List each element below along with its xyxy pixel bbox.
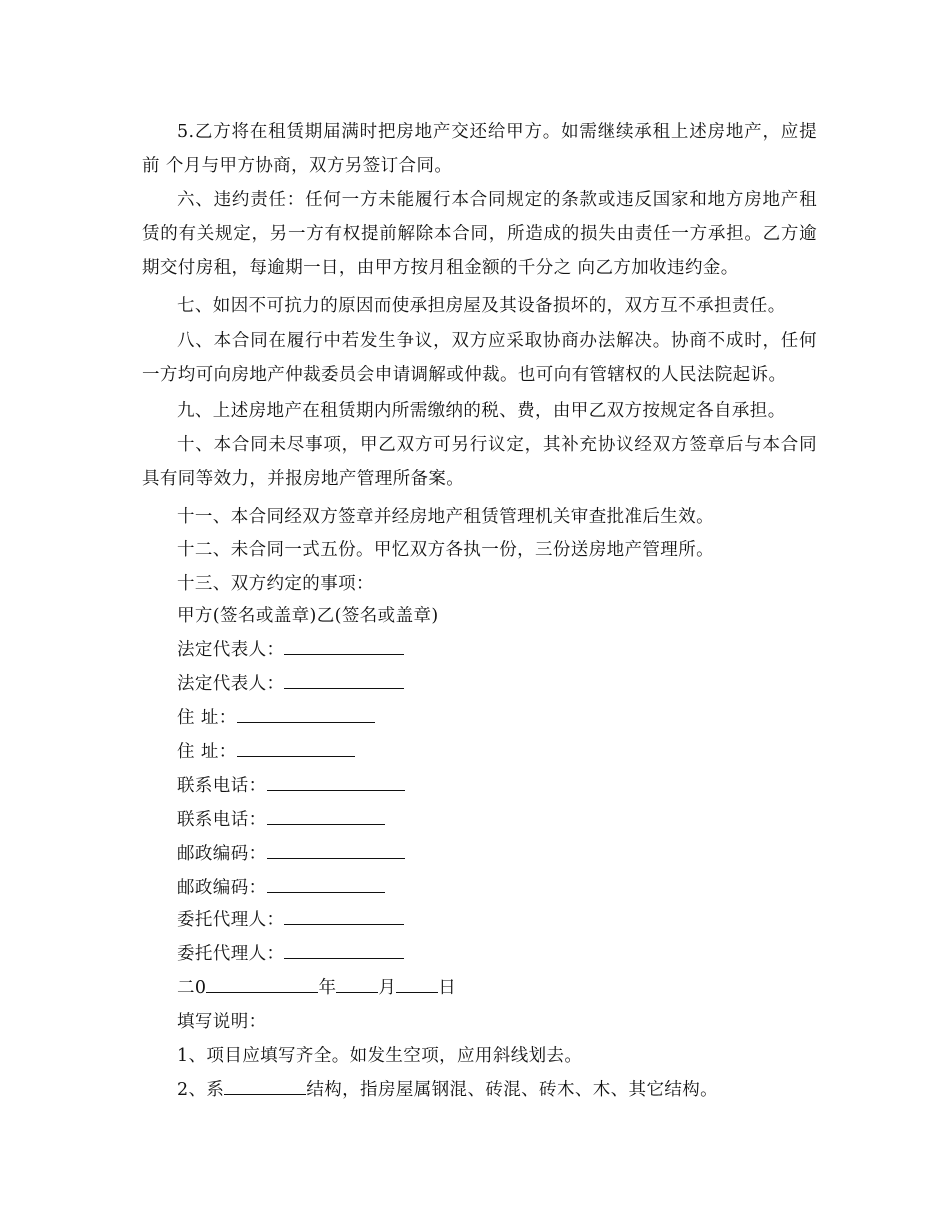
agent-a-field (177, 908, 404, 932)
instruction-item-1 (177, 1044, 582, 1068)
agent-a-blank[interactable] (284, 908, 404, 925)
postcode-a-field (177, 842, 405, 866)
legal-rep-b-blank[interactable] (284, 672, 404, 689)
signing-date (177, 976, 456, 1000)
date-day-label: 日 (438, 978, 457, 998)
instruction-item-1-text: 1、项目应填写齐全。如发生空项，应用斜线划去。 (177, 1046, 583, 1066)
postcode-a-label: 邮政编码： (177, 844, 267, 864)
date-month-label: 月 (378, 978, 397, 998)
postcode-b-field (177, 876, 385, 900)
address-a-label: 住 址： (177, 708, 237, 728)
instruction-item-2 (177, 1078, 718, 1102)
instruction-item-2-suffix: 结构，指房屋属钢混、砖混、砖木、木、其它结构。 (306, 1080, 719, 1100)
instructions-heading-label: 填写说明： (177, 1012, 267, 1032)
address-a-blank[interactable] (237, 706, 375, 723)
agent-b-blank[interactable] (284, 942, 404, 959)
agent-a-label: 委托代理人： (177, 910, 285, 930)
legal-rep-a-field (177, 638, 404, 662)
address-b-blank[interactable] (237, 740, 355, 757)
address-b-label: 住 址： (177, 742, 237, 762)
address-b-field (177, 740, 355, 764)
date-year-blank[interactable] (206, 976, 318, 993)
signature-parties-label: 甲方(签名或盖章)乙(签名或盖章) (177, 606, 439, 626)
phone-a-label: 联系电话： (177, 776, 267, 796)
postcode-a-blank[interactable] (267, 842, 405, 859)
clause-6-breach-liability: 六、违约责任：任何一方未能履行本合同规定的条款或违反国家和地方房地产租赁的有关规定，另一方有权提前解除本合同，所造成的损失由责任一方承担。乙方逾期交付房租，每逾期一日，由甲方按月租金额的千分之 向乙方加收违约金。 (142, 190, 817, 278)
clause-9-taxes: 九、上述房地产在租赁期内所需缴纳的税、费，由甲乙双方按规定各自承担。 (177, 401, 786, 421)
phone-a-blank[interactable] (267, 774, 405, 791)
clause-12-copies: 十二、未合同一式五份。甲忆双方各执一份，三份送房地产管理所。 (177, 540, 714, 560)
postcode-b-blank[interactable] (267, 876, 385, 893)
phone-a-field (177, 774, 405, 798)
agent-b-field (177, 942, 404, 966)
legal-rep-a-label: 法定代表人： (177, 640, 285, 660)
clause-10-supplementary: 十、本合同未尽事项，甲乙双方可另行议定，其补充协议经双方签章后与本合同具有同等效力，并报房地产管理所备案。 (142, 435, 817, 489)
date-day-blank[interactable] (396, 976, 438, 993)
date-month-blank[interactable] (336, 976, 378, 993)
legal-rep-a-blank[interactable] (284, 638, 404, 655)
legal-rep-b-field (177, 672, 404, 696)
clause-13-agreed-items: 十三、双方约定的事项： (177, 574, 374, 594)
phone-b-field (177, 808, 385, 832)
clause-7-force-majeure: 七、如因不可抗力的原因而使承担房屋及其设备损坏的，双方互不承担责任。 (177, 296, 786, 316)
instructions-heading (177, 1010, 267, 1034)
date-year-label: 年 (318, 978, 337, 998)
legal-rep-b-label: 法定代表人： (177, 674, 285, 694)
postcode-b-label: 邮政编码： (177, 878, 267, 898)
address-a-field (177, 706, 375, 730)
phone-b-blank[interactable] (267, 808, 385, 825)
structure-type-blank[interactable] (224, 1078, 306, 1095)
instruction-item-2-prefix: 2、系 (177, 1080, 225, 1100)
clause-5: 5.乙方将在租赁期届满时把房地产交还给甲方。如需继续承租上述房地产，应提前 个月与甲方协商，双方另签订合同。 (142, 122, 817, 176)
agent-b-label: 委托代理人： (177, 944, 285, 964)
date-prefix: 二0 (177, 978, 207, 998)
clause-11-effective: 十一、本合同经双方签章并经房地产租赁管理机关审查批准后生效。 (177, 507, 714, 527)
clause-8-disputes: 八、本合同在履行中若发生争议，双方应采取协商办法解决。协商不成时，任何一方均可向房地产仲裁委员会申请调解或仲裁。也可向有管辖权的人民法院起诉。 (142, 331, 817, 385)
signature-parties (177, 604, 439, 628)
phone-b-label: 联系电话： (177, 810, 267, 830)
